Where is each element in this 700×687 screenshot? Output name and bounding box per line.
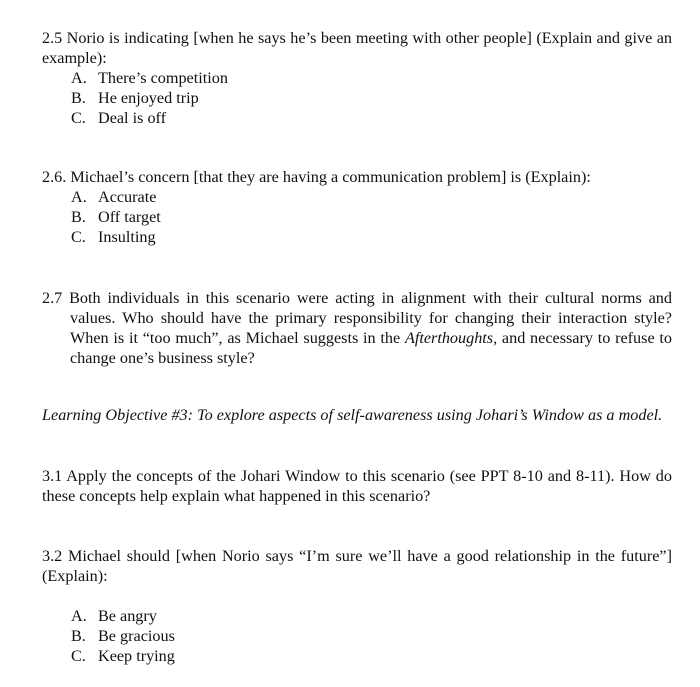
option-b: B. Be gracious (71, 627, 175, 645)
option-c: C. Keep trying (71, 647, 175, 665)
question-2-5 (42, 28, 672, 128)
question-3-2 (42, 546, 672, 666)
question-3-1 (42, 466, 672, 506)
question-3-1-text: 3.1 Apply the concepts of the Johari Window to this scenario (see PPT 8-10 and 8-11). How do these concepts help explain what happened in this scenario? (42, 467, 672, 505)
option-b: B. Off target (71, 208, 161, 226)
learning-objective-text: Learning Objective #3: To explore aspects of self-awareness using Johari’s Window as a model. (42, 406, 663, 424)
option-c: C. Deal is off (71, 109, 167, 127)
option-a: A. Accurate (71, 188, 157, 206)
question-3-2-options (42, 606, 672, 666)
question-2-6-options (42, 187, 672, 247)
afterthoughts-title: Afterthoughts (404, 329, 494, 347)
question-2-5-options (42, 68, 672, 128)
question-2-6-text: 2.6. Michael’s concern [that they are having a communication problem] is (Explain): (42, 168, 591, 186)
option-c: C. Insulting (71, 228, 156, 246)
learning-objective (42, 405, 672, 425)
option-a: A. There’s competition (71, 69, 228, 87)
option-a: A. Be angry (71, 607, 157, 625)
question-2-7 (42, 288, 672, 368)
question-3-2-text: 3.2 Michael should [when Norio says “I’m sure we’ll have a good relationship in the future”] (Explain): (42, 547, 672, 585)
question-2-6 (42, 167, 672, 247)
option-b: B. He enjoyed trip (71, 89, 199, 107)
question-2-5-text: 2.5 Norio is indicating [when he says he’s been meeting with other people] (Explain and give an example): (42, 29, 672, 67)
question-2-7-text: 2.7 Both individuals in this scenario were acting in alignment with their cultural norms and values. Who should have the primary responsibility for changing their interaction style? When is it “too much”, as Michael suggests in the Afterthoughts, and necessary to refuse to change one’s business style? (42, 289, 672, 367)
